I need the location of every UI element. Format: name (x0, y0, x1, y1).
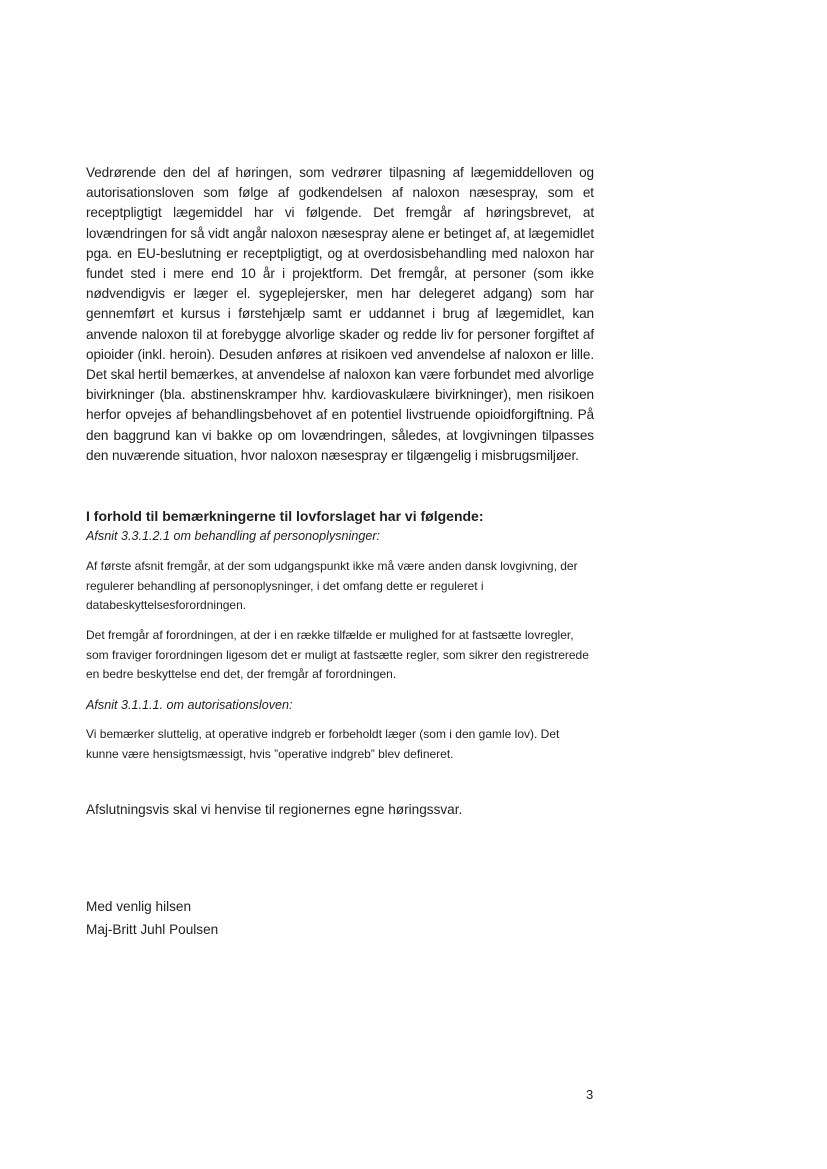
section-heading: I forhold til bemærkningerne til lovforslaget har vi følgende: (86, 508, 484, 524)
subsection-1-paragraph-1: Af første afsnit fremgår, at der som udgangspunkt ikke må være anden dansk lovgivning, der regulerer behandling af personoplysninger, i det omfang dette er reguleret i databeskyttelsesforordningen. (86, 559, 578, 613)
subsection-2-title: Afsnit 3.1.1.1. om autorisationsloven: (86, 698, 293, 712)
subsection-2-paragraph: Vi bemærker sluttelig, at operative indgreb er forbeholdt læger (som i den gamle lov). Det kunne være hensigtsmæssigt, hvis ”operative indgreb” blev defineret. (86, 727, 560, 761)
subsection-1-title: Afsnit 3.3.1.2.1 om behandling af personoplysninger: (86, 529, 381, 543)
greeting: Med venlig hilsen (86, 899, 192, 914)
page-number: 3 (586, 1087, 594, 1102)
body-paragraph: Vedrørende den del af høringen, som vedrører tilpasning af lægemiddelloven og autorisationsloven som følge af godkendelsen af naloxon næsespray, som et receptpligtigt lægemiddel har vi følgende. Det fremgår af høringsbrevet, at lovændringen for så vidt angår naloxon næsespray alene er betinget af, at lægemidlet pga. en EU-beslutning er receptpligtigt, og at overdosisbehandling med naloxon har fundet sted i mere end 10 år i projektform. Det fremgår, at personer (som ikke nødvendigvis er læger el. sygeplejersker, men har delegeret adgang) som har gennemført et kursus i førstehjælp samt er uddannet i brug af lægemidlet, kan anvende naloxon til at forebygge alvorlige skader og redde liv for personer forgiftet af opioider (inkl. heroin). Desuden anføres at risikoen ved anvendelse af naloxon er lille. Det skal hertil bemærkes, at anvendelse af naloxon kan være forbundet med alvorlige bivirkninger (bla. abstinenskramper hhv. kardiovaskulære bivirkninger), men risikoen herfor opvejes af behandlingsbehovet af en potentiel livstruende opioidforgiftning. På den baggrund kan vi bakke op om lovændringen, således, at lovgivningen tilpasses den nuværende situation, hvor naloxon næsespray er tilgængelig i misbrugsmiljøer. (86, 165, 594, 463)
signature-name: Maj-Britt Juhl Poulsen (86, 922, 219, 937)
subsection-1-paragraph-2: Det fremgår af forordningen, at der i en række tilfælde er mulighed for at fastsætte lovregler, som fraviger forordningen ligesom det er muligt at fastsætte regler, som sikrer den registrerede en bedre beskyttelse end det, der fremgår af forordningen. (86, 628, 589, 682)
closing-paragraph: Afslutningsvis skal vi henvise til regionernes egne høringssvar. (86, 802, 463, 817)
